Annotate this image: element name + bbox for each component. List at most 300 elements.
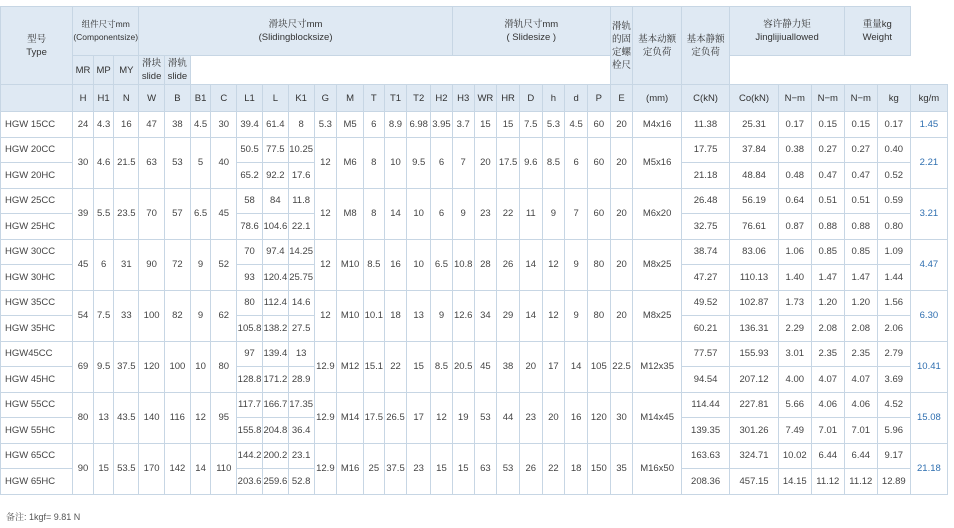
value-cell: 38.74 <box>681 239 729 265</box>
value-cell: 20.5 <box>452 341 474 392</box>
value-cell: 102.87 <box>730 290 778 316</box>
value-cell: 2.29 <box>778 316 811 342</box>
value-cell: 6.44 <box>844 443 877 469</box>
value-cell: 58 <box>237 188 263 214</box>
value-cell: 117.7 <box>237 392 263 418</box>
model-cell: HGW 45HC <box>1 367 73 393</box>
value-cell: 25.75 <box>288 265 314 291</box>
value-cell: 4.07 <box>811 367 844 393</box>
value-cell: 0.59 <box>877 188 910 214</box>
value-cell: 48.84 <box>730 163 778 189</box>
symbol-cell: WR <box>474 85 497 112</box>
spec-table-body <box>1 112 948 495</box>
value-cell: 8.5 <box>431 341 453 392</box>
value-cell: 26 <box>497 239 520 290</box>
value-cell: 20 <box>610 188 633 239</box>
symbol-cell: L1 <box>237 85 263 112</box>
value-cell: 93 <box>237 265 263 291</box>
value-cell: 7.5 <box>93 290 114 341</box>
table-row <box>1 443 948 469</box>
value-cell: 5.5 <box>93 188 114 239</box>
value-cell: 17.5 <box>497 137 520 188</box>
value-cell: 6 <box>431 137 453 188</box>
value-cell: 170 <box>139 443 165 494</box>
rail-weight-cell: 1.45 <box>910 112 947 138</box>
symbol-cell: E <box>610 85 633 112</box>
value-cell: 0.48 <box>778 163 811 189</box>
value-cell: 47 <box>139 112 165 138</box>
value-cell: 6 <box>565 137 588 188</box>
value-cell: 80 <box>237 290 263 316</box>
value-cell: 1.47 <box>844 265 877 291</box>
spec-table <box>0 6 948 495</box>
model-cell: HGW45CC <box>1 341 73 367</box>
symbol-row <box>1 85 948 112</box>
value-cell: 44 <box>497 392 520 443</box>
value-cell: 104.6 <box>262 214 288 240</box>
value-cell: 80 <box>73 392 94 443</box>
value-cell: 9 <box>542 188 565 239</box>
value-cell: 8 <box>364 137 385 188</box>
value-cell: 78.6 <box>237 214 263 240</box>
value-cell: 6.98 <box>407 112 431 138</box>
value-cell: 60 <box>587 112 610 138</box>
value-cell: 53.5 <box>114 443 139 494</box>
value-cell: 52 <box>211 239 237 290</box>
value-cell: 10 <box>190 341 211 392</box>
value-cell: 53 <box>497 443 520 494</box>
value-cell: 54 <box>73 290 94 341</box>
table-row <box>1 188 948 214</box>
table-row <box>1 137 948 163</box>
mp-header: MP <box>93 56 114 85</box>
value-cell: 301.26 <box>730 418 778 444</box>
value-cell: 4.6 <box>93 137 114 188</box>
value-cell: 1.56 <box>877 290 910 316</box>
value-cell: 20 <box>474 137 497 188</box>
value-cell: 9 <box>565 290 588 341</box>
value-cell: 30 <box>211 112 237 138</box>
value-cell: 0.17 <box>778 112 811 138</box>
rail-weight-cell: 2.21 <box>910 137 947 188</box>
value-cell: 33 <box>114 290 139 341</box>
symbol-cell: N−m <box>811 85 844 112</box>
value-cell: 60 <box>587 188 610 239</box>
value-cell: 53 <box>474 392 497 443</box>
value-cell: 10 <box>384 137 407 188</box>
value-cell: 50.5 <box>237 137 263 163</box>
value-cell: 17.6 <box>288 163 314 189</box>
value-cell: 16 <box>565 392 588 443</box>
value-cell: 4.5 <box>565 112 588 138</box>
value-cell: 95 <box>211 392 237 443</box>
value-cell: 13 <box>407 290 431 341</box>
value-cell: 83.06 <box>730 239 778 265</box>
dynamic-load-header: 基本动额定负荷 <box>633 7 681 85</box>
value-cell: 23.5 <box>114 188 139 239</box>
value-cell: 63 <box>474 443 497 494</box>
value-cell: 227.81 <box>730 392 778 418</box>
value-cell: 11.8 <box>288 188 314 214</box>
symbol-cell: N−m <box>778 85 811 112</box>
symbol-cell: T1 <box>384 85 407 112</box>
value-cell: 140 <box>139 392 165 443</box>
value-cell: 1.20 <box>844 290 877 316</box>
value-cell: 15 <box>474 112 497 138</box>
footnote: 备注: 1kgf= 9.81 N <box>6 512 81 522</box>
value-cell: 0.17 <box>877 112 910 138</box>
value-cell: 97 <box>237 341 263 367</box>
value-cell: 0.15 <box>811 112 844 138</box>
value-cell: 37.84 <box>730 137 778 163</box>
value-cell: 10.25 <box>288 137 314 163</box>
value-cell: M16x50 <box>633 443 681 494</box>
model-cell: HGW 20CC <box>1 137 73 163</box>
value-cell: 52.8 <box>288 469 314 495</box>
value-cell: 324.71 <box>730 443 778 469</box>
value-cell: M8x25 <box>633 239 681 290</box>
value-cell: 4.00 <box>778 367 811 393</box>
value-cell: 116 <box>164 392 190 443</box>
value-cell: M10 <box>337 239 364 290</box>
model-cell: HGW 55HC <box>1 418 73 444</box>
symbol-cell: H1 <box>93 85 114 112</box>
value-cell: 23 <box>407 443 431 494</box>
value-cell: 204.8 <box>262 418 288 444</box>
value-cell: 21.18 <box>681 163 729 189</box>
value-cell: 15 <box>431 443 453 494</box>
value-cell: 0.80 <box>877 214 910 240</box>
model-cell: HGW 55CC <box>1 392 73 418</box>
symbol-cell: C <box>211 85 237 112</box>
value-cell: 90 <box>73 443 94 494</box>
value-cell: 45 <box>73 239 94 290</box>
value-cell: 17 <box>542 341 565 392</box>
symbol-cell: h <box>542 85 565 112</box>
value-cell: 14.6 <box>288 290 314 316</box>
value-cell: 5.96 <box>877 418 910 444</box>
model-cell: HGW 65CC <box>1 443 73 469</box>
value-cell: 105.8 <box>237 316 263 342</box>
value-cell: 30 <box>610 392 633 443</box>
value-cell: 76.61 <box>730 214 778 240</box>
value-cell: 457.15 <box>730 469 778 495</box>
value-cell: 14.25 <box>288 239 314 265</box>
value-cell: 208.36 <box>681 469 729 495</box>
value-cell: 7.01 <box>844 418 877 444</box>
value-cell: 0.51 <box>811 188 844 214</box>
value-cell: 139.4 <box>262 341 288 367</box>
value-cell: 28.9 <box>288 367 314 393</box>
value-cell: 20 <box>610 239 633 290</box>
value-cell: 43.5 <box>114 392 139 443</box>
symbol-cell: B <box>164 85 190 112</box>
value-cell: 92.2 <box>262 163 288 189</box>
value-cell: 9.17 <box>877 443 910 469</box>
value-cell: 32.75 <box>681 214 729 240</box>
value-cell: 2.35 <box>844 341 877 367</box>
value-cell: 27.5 <box>288 316 314 342</box>
value-cell: 12 <box>314 137 337 188</box>
value-cell: 14 <box>384 188 407 239</box>
value-cell: 94.54 <box>681 367 729 393</box>
value-cell: 207.12 <box>730 367 778 393</box>
value-cell: 12 <box>314 290 337 341</box>
value-cell: M12x35 <box>633 341 681 392</box>
symbol-cell: L <box>262 85 288 112</box>
value-cell: 12 <box>542 290 565 341</box>
model-cell: HGW 35CC <box>1 290 73 316</box>
value-cell: 13 <box>288 341 314 367</box>
value-cell: 30 <box>73 137 94 188</box>
model-cell: HGW 65HC <box>1 469 73 495</box>
value-cell: 163.63 <box>681 443 729 469</box>
value-cell: 138.2 <box>262 316 288 342</box>
value-cell: 8.9 <box>384 112 407 138</box>
value-cell: 0.64 <box>778 188 811 214</box>
value-cell: M16 <box>337 443 364 494</box>
value-cell: 11 <box>519 188 542 239</box>
value-cell: 150 <box>587 443 610 494</box>
value-cell: 136.31 <box>730 316 778 342</box>
value-cell: 6 <box>364 112 385 138</box>
value-cell: 0.88 <box>844 214 877 240</box>
value-cell: 2.79 <box>877 341 910 367</box>
value-cell: 100 <box>139 290 165 341</box>
value-cell: 20 <box>542 392 565 443</box>
value-cell: 11.12 <box>844 469 877 495</box>
symbol-cell: d <box>565 85 588 112</box>
value-cell: 57 <box>164 188 190 239</box>
value-cell: 10.8 <box>452 239 474 290</box>
weight-header: 重量kg Weight <box>844 7 910 56</box>
symbol-cell: Co(kN) <box>730 85 778 112</box>
value-cell: 6 <box>93 239 114 290</box>
value-cell: 14 <box>190 443 211 494</box>
value-cell: M8x25 <box>633 290 681 341</box>
symbol-cell: H <box>73 85 94 112</box>
value-cell: 6 <box>431 188 453 239</box>
value-cell: 15 <box>407 341 431 392</box>
value-cell: 11.38 <box>681 112 729 138</box>
value-cell: 2.06 <box>877 316 910 342</box>
value-cell: 12.9 <box>314 392 337 443</box>
symbol-cell: C(kN) <box>681 85 729 112</box>
value-cell: 29 <box>497 290 520 341</box>
value-cell: M14 <box>337 392 364 443</box>
value-cell: 4.5 <box>190 112 211 138</box>
value-cell: 45 <box>211 188 237 239</box>
symbol-cell: kg/m <box>910 85 947 112</box>
value-cell: M6x20 <box>633 188 681 239</box>
value-cell: 0.40 <box>877 137 910 163</box>
value-cell: 77.5 <box>262 137 288 163</box>
value-cell: 9.6 <box>519 137 542 188</box>
value-cell: 25 <box>364 443 385 494</box>
symbol-cell: T2 <box>407 85 431 112</box>
value-cell: 1.09 <box>877 239 910 265</box>
rail-weight-cell: 6.30 <box>910 290 947 341</box>
value-cell: 7 <box>565 188 588 239</box>
value-cell: 84 <box>262 188 288 214</box>
value-cell: 14 <box>565 341 588 392</box>
value-cell: 0.51 <box>844 188 877 214</box>
table-row <box>1 112 948 138</box>
value-cell: 3.95 <box>431 112 453 138</box>
rail-weight-cell: 10.41 <box>910 341 947 392</box>
model-cell: HGW 20HC <box>1 163 73 189</box>
value-cell: 139.35 <box>681 418 729 444</box>
symbol-cell: M <box>337 85 364 112</box>
value-cell: M14x45 <box>633 392 681 443</box>
value-cell: 80 <box>587 290 610 341</box>
value-cell: 19 <box>452 392 474 443</box>
value-cell: 5.3 <box>314 112 337 138</box>
value-cell: 20 <box>610 290 633 341</box>
value-cell: 22 <box>384 341 407 392</box>
value-cell: 21.5 <box>114 137 139 188</box>
value-cell: 61.4 <box>262 112 288 138</box>
value-cell: 12 <box>542 239 565 290</box>
value-cell: 22.1 <box>288 214 314 240</box>
value-cell: 1.20 <box>811 290 844 316</box>
value-cell: 37.5 <box>384 443 407 494</box>
value-cell: 15 <box>452 443 474 494</box>
value-cell: 12 <box>314 239 337 290</box>
model-cell: HGW 25HC <box>1 214 73 240</box>
value-cell: 12.6 <box>452 290 474 341</box>
static-moment-header: 容许静力矩 Jinglijiuallowed <box>730 7 844 56</box>
value-cell: 4.52 <box>877 392 910 418</box>
symbol-cell: N−m <box>844 85 877 112</box>
value-cell: 6.5 <box>431 239 453 290</box>
static-load-header: 基本静额定负荷 <box>681 7 729 85</box>
value-cell: 128.8 <box>237 367 263 393</box>
value-cell: 12 <box>431 392 453 443</box>
value-cell: 56.19 <box>730 188 778 214</box>
value-cell: 26.48 <box>681 188 729 214</box>
model-cell: HGW 35HC <box>1 316 73 342</box>
value-cell: 49.52 <box>681 290 729 316</box>
value-cell: 8.5 <box>542 137 565 188</box>
value-cell: 34 <box>474 290 497 341</box>
value-cell: 25.31 <box>730 112 778 138</box>
value-cell: 155.8 <box>237 418 263 444</box>
symbol-cell: HR <box>497 85 520 112</box>
value-cell: 40 <box>211 137 237 188</box>
value-cell: 200.2 <box>262 443 288 469</box>
value-cell: 14 <box>519 290 542 341</box>
value-cell: 7.49 <box>778 418 811 444</box>
model-cell: HGW 15CC <box>1 112 73 138</box>
value-cell: 37.5 <box>114 341 139 392</box>
value-cell: 20 <box>519 341 542 392</box>
value-cell: 4.06 <box>811 392 844 418</box>
table-row <box>1 290 948 316</box>
value-cell: 39 <box>73 188 94 239</box>
symbol-blank <box>1 85 73 112</box>
mr-header: MR <box>73 56 94 85</box>
value-cell: 20 <box>610 137 633 188</box>
value-cell: 82 <box>164 290 190 341</box>
value-cell: 53 <box>164 137 190 188</box>
value-cell: 1.47 <box>811 265 844 291</box>
value-cell: 10.1 <box>364 290 385 341</box>
value-cell: 0.15 <box>844 112 877 138</box>
value-cell: 20 <box>610 112 633 138</box>
symbol-cell: D <box>519 85 542 112</box>
model-cell: HGW 25CC <box>1 188 73 214</box>
value-cell: 3.69 <box>877 367 910 393</box>
value-cell: 6.5 <box>190 188 211 239</box>
table-row <box>1 341 948 367</box>
value-cell: 69 <box>73 341 94 392</box>
value-cell: 23 <box>474 188 497 239</box>
value-cell: 23.1 <box>288 443 314 469</box>
value-cell: 16 <box>114 112 139 138</box>
type-header: 型号 Type <box>1 7 73 85</box>
value-cell: 259.6 <box>262 469 288 495</box>
value-cell: 17.35 <box>288 392 314 418</box>
value-cell: 1.73 <box>778 290 811 316</box>
value-cell: 5.3 <box>542 112 565 138</box>
model-cell: HGW 30HC <box>1 265 73 291</box>
value-cell: 0.52 <box>877 163 910 189</box>
value-cell: 2.08 <box>811 316 844 342</box>
value-cell: 12.9 <box>314 443 337 494</box>
value-cell: 97.4 <box>262 239 288 265</box>
value-cell: 31 <box>114 239 139 290</box>
value-cell: 16 <box>384 239 407 290</box>
value-cell: 80 <box>211 341 237 392</box>
value-cell: 15 <box>497 112 520 138</box>
slide-size-header: 滑轨尺寸mm ( Slidesize ) <box>452 7 610 56</box>
value-cell: 17.75 <box>681 137 729 163</box>
value-cell: 72 <box>164 239 190 290</box>
symbol-cell: H3 <box>452 85 474 112</box>
value-cell: 10.02 <box>778 443 811 469</box>
value-cell: 155.93 <box>730 341 778 367</box>
value-cell: 90 <box>139 239 165 290</box>
symbol-cell: K1 <box>288 85 314 112</box>
value-cell: 105 <box>587 341 610 392</box>
value-cell: 10 <box>407 239 431 290</box>
value-cell: 22 <box>542 443 565 494</box>
value-cell: 1.44 <box>877 265 910 291</box>
value-cell: 120 <box>139 341 165 392</box>
value-cell: 171.2 <box>262 367 288 393</box>
table-row <box>1 392 948 418</box>
value-cell: 7 <box>452 137 474 188</box>
value-cell: 144.2 <box>237 443 263 469</box>
value-cell: 13 <box>93 392 114 443</box>
value-cell: 120.4 <box>262 265 288 291</box>
value-cell: 22.5 <box>610 341 633 392</box>
value-cell: 0.47 <box>844 163 877 189</box>
value-cell: 4.06 <box>844 392 877 418</box>
value-cell: 8 <box>364 188 385 239</box>
value-cell: 11.12 <box>811 469 844 495</box>
value-cell: 9 <box>190 239 211 290</box>
symbol-cell: H2 <box>431 85 453 112</box>
value-cell: 18 <box>565 443 588 494</box>
value-cell: 9.5 <box>93 341 114 392</box>
weight-slide-header: 滑块 slide <box>139 56 165 85</box>
value-cell: 14 <box>519 239 542 290</box>
table-row <box>1 239 948 265</box>
value-cell: 26.5 <box>384 392 407 443</box>
value-cell: 120 <box>587 392 610 443</box>
